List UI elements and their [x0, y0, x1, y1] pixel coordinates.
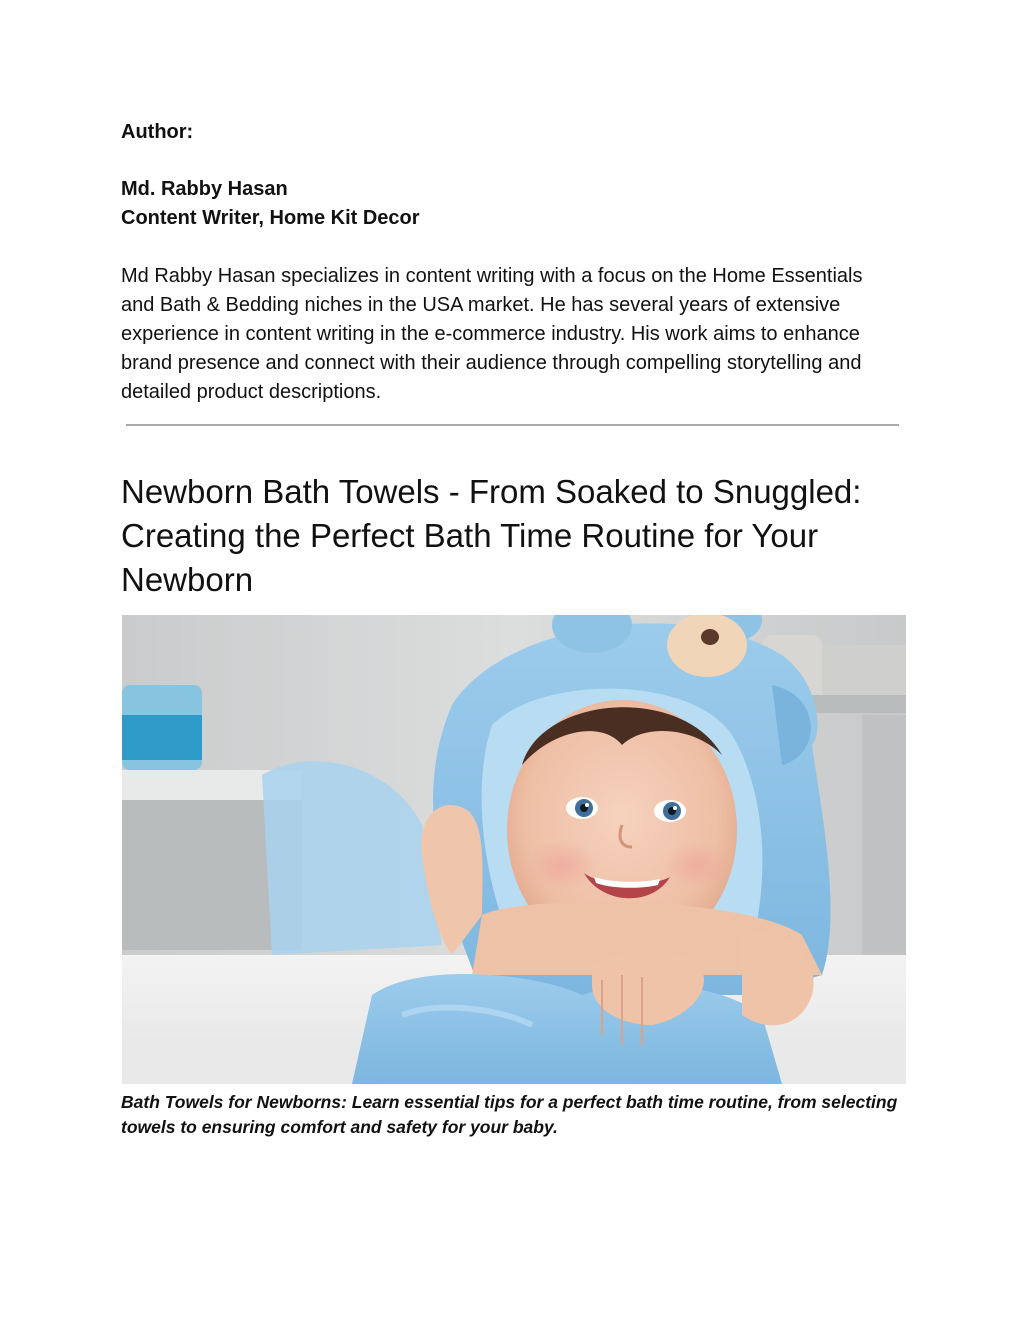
document-page: [121, 118, 911, 1137]
article-title: Newborn Bath Towels - From Soaked to Snuggled: Creating the Perfect Bath Time Routine for Your Newborn: [121, 473, 862, 598]
author-label: Author:: [121, 121, 194, 143]
image-caption: Bath Towels for Newborns: Learn essential tips for a perfect bath time routine, from selecting towels to ensuring comfort and safety for your baby.: [121, 1092, 898, 1137]
author-name: Md. Rabby Hasan: [121, 178, 288, 200]
author-info: [121, 175, 911, 233]
author-bio: Md Rabby Hasan specializes in content writing with a focus on the Home Essentials and Bath & Bedding niches in the USA market. He has several years of extensive experience in content writing in the e-commerce industry. His work aims to enhance brand presence and connect with their audience through compelling storytelling and detailed product descriptions.: [121, 265, 863, 403]
baby-in-hooded-towel-illustration: [122, 615, 906, 1084]
author-role: Content Writer, Home Kit Decor: [121, 207, 420, 229]
horizontal-divider: [126, 424, 899, 426]
hero-image: [122, 615, 906, 1084]
